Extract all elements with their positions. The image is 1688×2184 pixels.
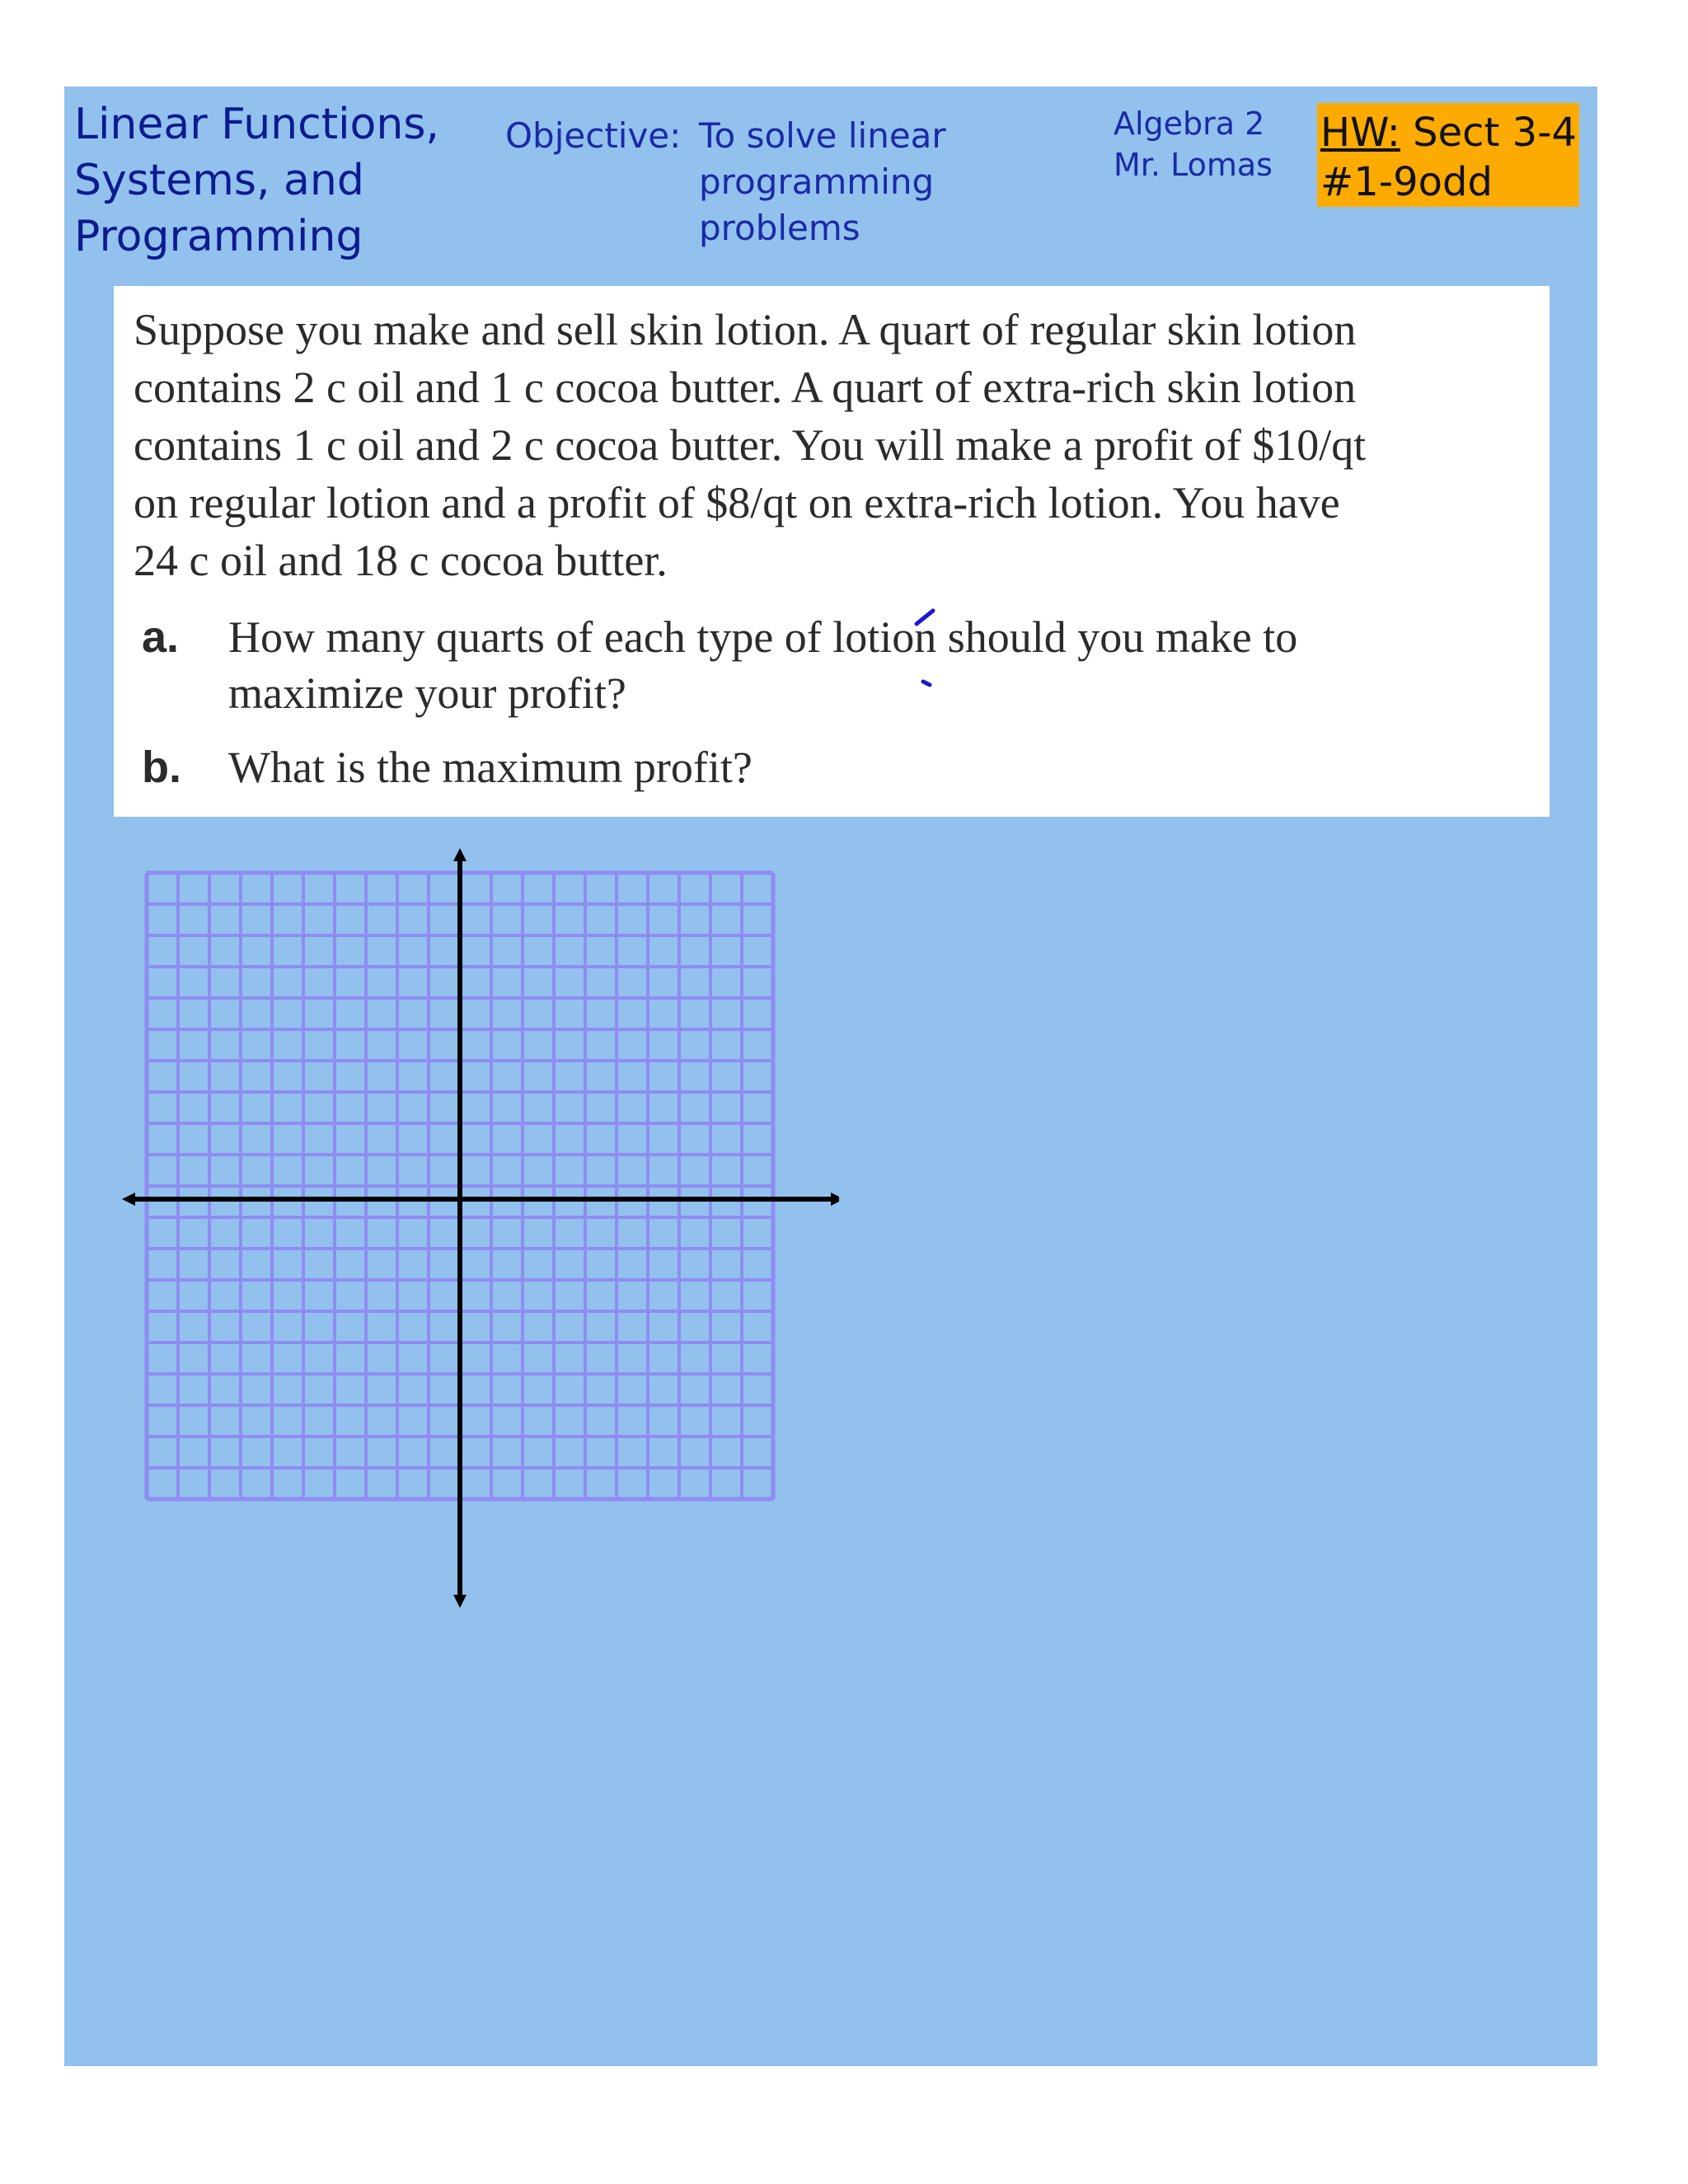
question-b-line-1: What is the maximum profit?	[228, 743, 753, 792]
hw-label: HW:	[1320, 110, 1400, 156]
question-b-body	[228, 739, 1530, 795]
homework-badge	[1317, 103, 1579, 207]
coordinate-grid	[114, 845, 839, 1619]
x-axis-right-arrow	[831, 1193, 839, 1206]
hw-section: Sect 3-4	[1400, 110, 1578, 156]
x-axis-left-arrow	[122, 1193, 135, 1206]
course-info	[1114, 103, 1273, 185]
objective-line-1: To solve linear	[699, 115, 946, 156]
teacher-name: Mr. Lomas	[1114, 147, 1273, 183]
question-a-line-2: maximize your profit?	[228, 668, 626, 718]
problem-line-2: contains 2 c oil and 1 c cocoa butter. A quart of extra-rich skin lotion	[134, 363, 1357, 412]
question-b-letter: b.	[142, 743, 181, 792]
ink-mark	[905, 606, 954, 705]
objective-line-2: programming	[699, 162, 935, 202]
course-name: Algebra 2	[1114, 105, 1265, 142]
problem-line-3: contains 1 c oil and 2 c cocoa butter. You will make a profit of $10/qt	[134, 420, 1367, 470]
objective-text	[699, 113, 996, 251]
title-line-1: Linear Functions,	[74, 100, 439, 149]
slide	[64, 87, 1597, 2066]
problem-line-5: 24 c oil and 18 c cocoa butter.	[134, 536, 668, 585]
problem-box	[114, 286, 1550, 817]
title-line-2: Systems, and	[74, 156, 364, 205]
objective-label: Objective:	[505, 115, 682, 156]
page-title	[74, 96, 536, 265]
question-a-line-1: How many quarts of each type of lotion should you make to	[228, 612, 1298, 662]
question-a-body	[228, 609, 1530, 721]
y-axis-bottom-arrow	[453, 1595, 467, 1608]
y-axis-top-arrow	[453, 848, 467, 861]
title-line-3: Programming	[74, 212, 363, 261]
question-a	[134, 609, 1530, 721]
question-a-letter: a.	[142, 612, 180, 662]
problem-line-1: Suppose you make and sell skin lotion. A quart of regular skin lotion	[134, 305, 1357, 354]
problem-text	[134, 301, 1530, 589]
problem-line-4: on regular lotion and a profit of $8/qt on extra-rich lotion. You have	[134, 478, 1340, 527]
hw-problems: #1-9odd	[1320, 159, 1493, 205]
objective-line-3: problems	[699, 208, 860, 248]
question-b	[134, 739, 1530, 795]
